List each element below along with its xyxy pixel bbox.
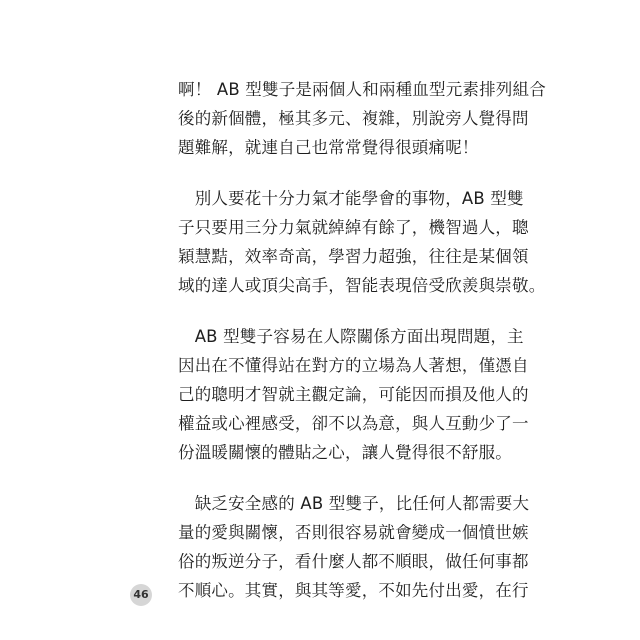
text-line: 量的愛與關懷，否則很容易就會變成一個憤世嫉: [178, 523, 529, 542]
text-line: 域的達人或頂尖高手，智能表現倍受欣羨與崇敬。: [178, 276, 546, 295]
text-line: 穎慧黠，效率奇高，學習力超強，往往是某個領: [178, 247, 529, 266]
paragraph-1: [178, 75, 546, 162]
text-line: 份溫暖關懷的體貼之心，讓人覺得很不舒服。: [178, 443, 512, 462]
text-line: AB 型雙子容易在人際關係方面出現問題，主: [178, 327, 524, 346]
paragraph-4: [178, 489, 530, 605]
paragraph-3: [178, 322, 529, 467]
paragraph-2: [178, 184, 546, 300]
text-line: 己的聰明才智就主觀定論，可能因而損及他人的: [178, 385, 529, 404]
text-line: 題難解，就連自己也常常覺得很頭痛呢！: [178, 138, 479, 157]
text-line: 啊！ AB 型雙子是兩個人和兩種血型元素排列組合: [178, 80, 546, 99]
text-line: 因出在不懂得站在對方的立場為人著想，僅憑自: [178, 356, 529, 375]
text-line: 俗的叛逆分子，看什麼人都不順眼，做任何事都: [178, 552, 529, 571]
text-line: 別人要花十分力氣才能學會的事物，AB 型雙: [178, 189, 524, 208]
text-line: 後的新個體，極其多元、複雜，別說旁人覺得問: [178, 109, 529, 128]
text-line: 缺乏安全感的 AB 型雙子，比任何人都需要大: [178, 494, 530, 513]
body-text: [178, 75, 546, 627]
page-number-badge: 46: [130, 584, 152, 606]
text-line: 權益或心裡感受，卻不以為意，與人互動少了一: [178, 414, 529, 433]
text-line: 不順心。其實，與其等愛，不如先付出愛，在行: [178, 581, 529, 600]
text-line: 子只要用三分力氣就綽綽有餘了，機智過人，聰: [178, 218, 529, 237]
